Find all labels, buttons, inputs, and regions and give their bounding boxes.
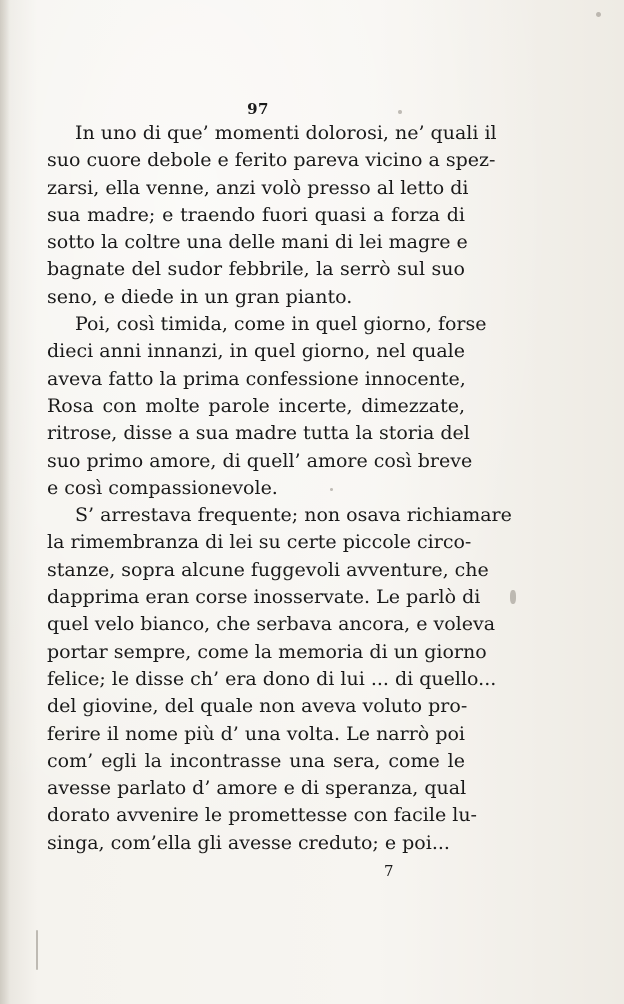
text-line: In uno di que’ momenti dolorosi, ne’ quali il (75, 122, 497, 144)
text-line: bagnate del sudor febbrile, la serrò sul suo (47, 258, 465, 281)
paper-speck (510, 590, 516, 604)
text-line: portar sempre, come la memoria di un giorno (47, 640, 487, 663)
text-line: singa, com’ella gli avesse creduto; e poi... (47, 831, 450, 854)
text-line: dorato avvenire le promettesse con facile lu- (47, 804, 477, 827)
text-line: sotto la coltre una delle mani di lei magre e (47, 231, 468, 254)
text-line: quel velo bianco, che serbava ancora, e voleva (47, 613, 496, 636)
paper-speck (330, 488, 333, 491)
text-line: aveva fatto la prima confessione innocente, (47, 367, 466, 390)
text-line: sua madre; e traendo fuori quasi a forza di (47, 203, 465, 226)
page-left-edge (0, 0, 10, 1004)
text-line: dieci anni innanzi, in quel giorno, nel quale (47, 340, 465, 363)
paper-speck (36, 930, 38, 970)
body-text (47, 120, 512, 857)
text-line: suo cuore debole e ferito pareva vicino a spez- (47, 149, 496, 172)
paper-speck (596, 12, 601, 17)
page-number: 97 (247, 100, 269, 118)
text-line: suo primo amore, di quell’ amore così breve (47, 449, 473, 472)
text-line: Rosa con molte parole incerte, dimezzate, (47, 394, 465, 417)
text-line: zarsi, ella venne, anzi volò presso al letto di (47, 176, 469, 199)
text-line: com’ egli la incontrasse una sera, come le (47, 749, 465, 772)
text-line: la rimembranza di lei su certe piccole circo- (47, 531, 472, 554)
text-line: dapprima eran corse inosservate. Le parlò di (47, 586, 481, 609)
signature-mark: 7 (384, 862, 394, 880)
text-line: felice; le disse ch’ era dono di lui ... di quello... (47, 667, 497, 690)
text-line: ferire il nome più d’ una volta. Le narrò poi (47, 722, 465, 745)
text-line: Poi, così timida, come in quel giorno, forse (75, 313, 487, 336)
text-line: e così compassionevole. (47, 476, 278, 499)
text-line: ritrose, disse a sua madre tutta la storia del (47, 422, 470, 445)
text-line: seno, e diede in un gran pianto. (47, 285, 353, 308)
text-line: stanze, sopra alcune fuggevoli avventure, che (47, 558, 489, 581)
paper-speck (398, 110, 402, 114)
text-line: S’ arrestava frequente; non osava richiamare (75, 504, 512, 527)
text-line: avesse parlato d’ amore e di speranza, qual (47, 777, 467, 800)
text-line: del giovine, del quale non aveva voluto pro- (47, 695, 468, 718)
